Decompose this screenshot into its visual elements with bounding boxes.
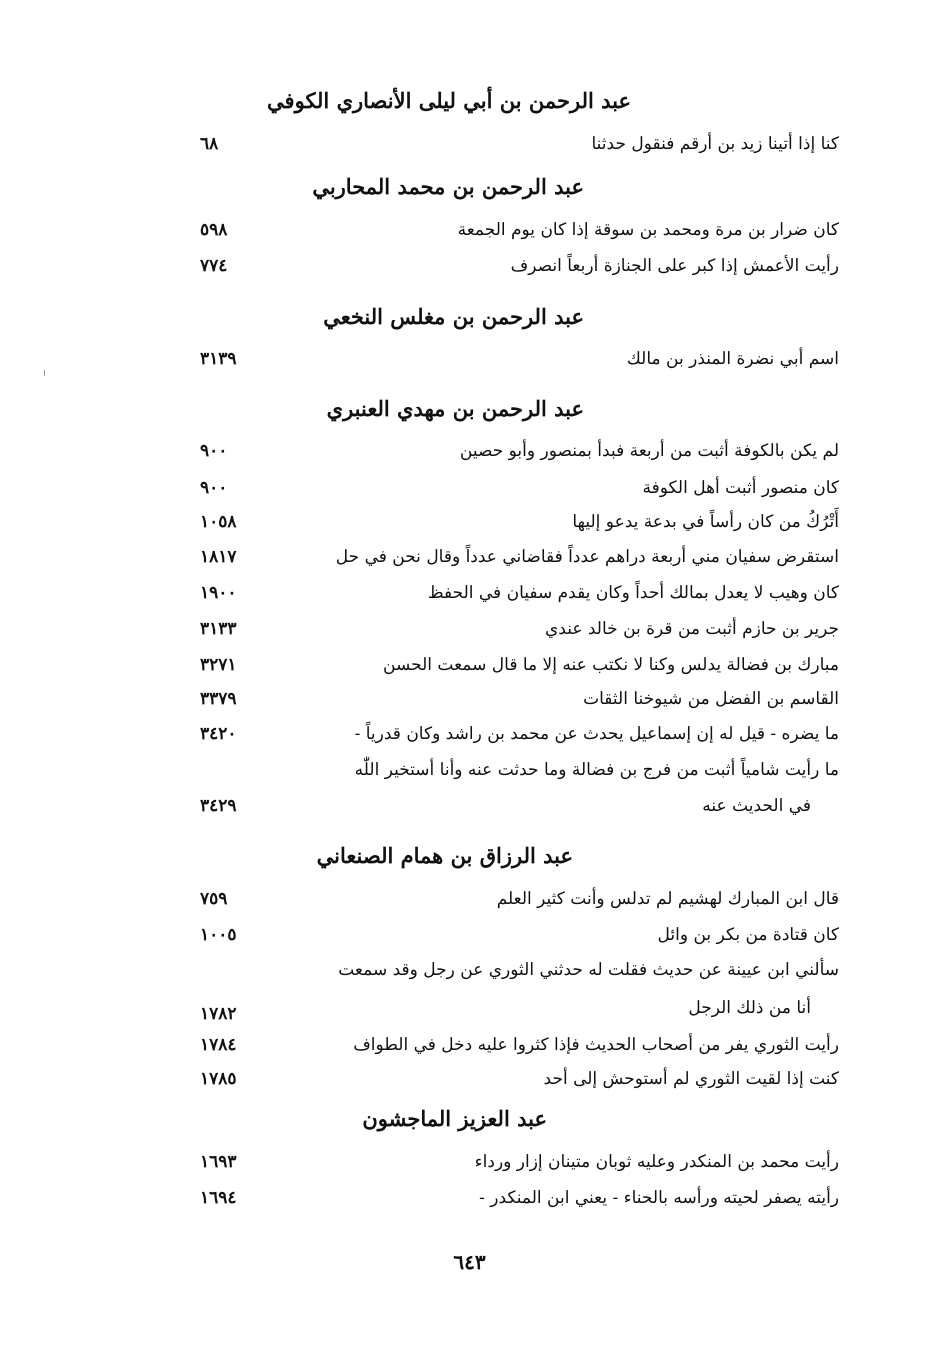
entry-reference-number: ٣٢٧١ bbox=[200, 655, 237, 675]
entry-text: لم يكن بالكوفة أثبت من أربعة فبدأ بمنصور وأبو حصين bbox=[459, 441, 839, 461]
entry-text: كان قتادة من بكر بن وائل bbox=[657, 925, 839, 945]
section-heading: عبد الرحمن بن أبي ليلى الأنصاري الكوفي bbox=[267, 88, 631, 113]
section-heading: عبد الرحمن بن مغلس النخعي bbox=[323, 304, 584, 329]
entry-reference-number: ١٠٠٥ bbox=[200, 925, 237, 945]
entry-text: سألني ابن عيينة عن حديث فقلت له حدثني الثوري عن رجل وقد سمعت bbox=[338, 960, 839, 980]
entry-text: رأيت الأعمش إذا كبر على الجنازة أربعاً انصرف bbox=[510, 256, 839, 276]
entry-reference-number: ١٧٨٤ bbox=[200, 1035, 237, 1055]
entry-reference-number: ٣٤٢٩ bbox=[200, 796, 237, 816]
entry-text: اسم أبي نضرة المنذر بن مالك bbox=[626, 349, 839, 369]
entry-reference-number: ١٦٩٤ bbox=[200, 1188, 237, 1208]
entry-reference-number: ٣١٣٣ bbox=[200, 619, 237, 639]
entry-reference-number: ١٠٥٨ bbox=[200, 512, 237, 532]
entry-text: قال ابن المبارك لهشيم لم تدلس وأنت كثير العلم bbox=[496, 889, 839, 909]
entry-reference-number: ٦٨ bbox=[200, 134, 219, 154]
entry-text: رأيته يصفر لحيته ورأسه بالحناء - يعني ابن المنكدر - bbox=[479, 1188, 839, 1208]
entry-reference-number: ٩٠٠ bbox=[200, 441, 228, 461]
entry-reference-number: ١٧٨٢ bbox=[200, 1004, 237, 1024]
entry-text: القاسم بن الفضل من شيوخنا الثقات bbox=[583, 689, 839, 709]
section-heading: عبد الرزاق بن همام الصنعاني bbox=[316, 843, 573, 868]
entry-text-continuation: في الحديث عنه bbox=[702, 796, 811, 816]
entry-text: ما رأيت شامياً أثبت من فرج بن فضالة وما حدثت عنه وأنا أستخير اللّٰه bbox=[354, 760, 839, 780]
entry-reference-number: ٧٧٤ bbox=[200, 256, 228, 276]
entry-text: كنت إذا لقيت الثوري لم أستوحش إلى أحد bbox=[543, 1069, 839, 1089]
entry-text: مبارك بن فضالة يدلس وكنا لا نكتب عنه إلا ما قال سمعت الحسن bbox=[383, 655, 839, 675]
entry-reference-number: ٩٠٠ bbox=[200, 478, 228, 498]
page-number: ٦٤٣ bbox=[453, 1250, 486, 1274]
entry-reference-number: ١٧٨٥ bbox=[200, 1069, 237, 1089]
entry-reference-number: ١٦٩٣ bbox=[200, 1152, 237, 1172]
entry-text: رأيت الثوري يفر من أصحاب الحديث فإذا كثروا عليه دخل في الطواف bbox=[353, 1035, 839, 1055]
entry-reference-number: ١٩٠٠ bbox=[200, 583, 237, 603]
section-heading: عبد الرحمن بن مهدي العنبري bbox=[326, 396, 584, 421]
entry-reference-number: ١٨١٧ bbox=[200, 547, 237, 567]
entry-reference-number: ٧٥٩ bbox=[200, 889, 228, 909]
entry-reference-number: ٣٤٢٠ bbox=[200, 724, 237, 744]
entry-text: أَتْرُكُ من كان رأساً في بدعة يدعو إليها bbox=[572, 512, 839, 532]
entry-text: كنا إذا أتينا زيد بن أرقم فنقول حدثنا bbox=[591, 134, 839, 154]
entry-text: كان ضرار بن مرة ومحمد بن سوقة إذا كان يوم الجمعة bbox=[457, 220, 839, 240]
entry-text: رأيت محمد بن المنكدر وعليه ثوبان متينان إزار ورداء bbox=[474, 1152, 839, 1172]
entry-text: استقرض سفيان مني أربعة دراهم عدداً فقاضاني عدداً وقال نحن في حل bbox=[335, 547, 839, 567]
entry-reference-number: ٣٣٧٩ bbox=[200, 689, 237, 709]
entry-text: كان وهيب لا يعدل بمالك أحداً وكان يقدم سفيان في الحفظ bbox=[427, 583, 839, 603]
entry-text: كان منصور أثبت أهل الكوفة bbox=[642, 478, 839, 498]
section-heading: عبد العزيز الماجشون bbox=[362, 1106, 547, 1131]
entry-text-continuation: أنا من ذلك الرجل bbox=[688, 998, 811, 1018]
entry-text: جرير بن حازم أثبت من قرة بن خالد عندي bbox=[544, 619, 839, 639]
entry-reference-number: ٥٩٨ bbox=[200, 220, 228, 240]
entry-text: ما يضره - قيل له إن إسماعيل يحدث عن محمد بن راشد وكان قدرياً - bbox=[354, 724, 839, 744]
margin-mark bbox=[44, 370, 45, 376]
section-heading: عبد الرحمن بن محمد المحاربي bbox=[312, 174, 584, 199]
entry-reference-number: ٣١٣٩ bbox=[200, 349, 237, 369]
